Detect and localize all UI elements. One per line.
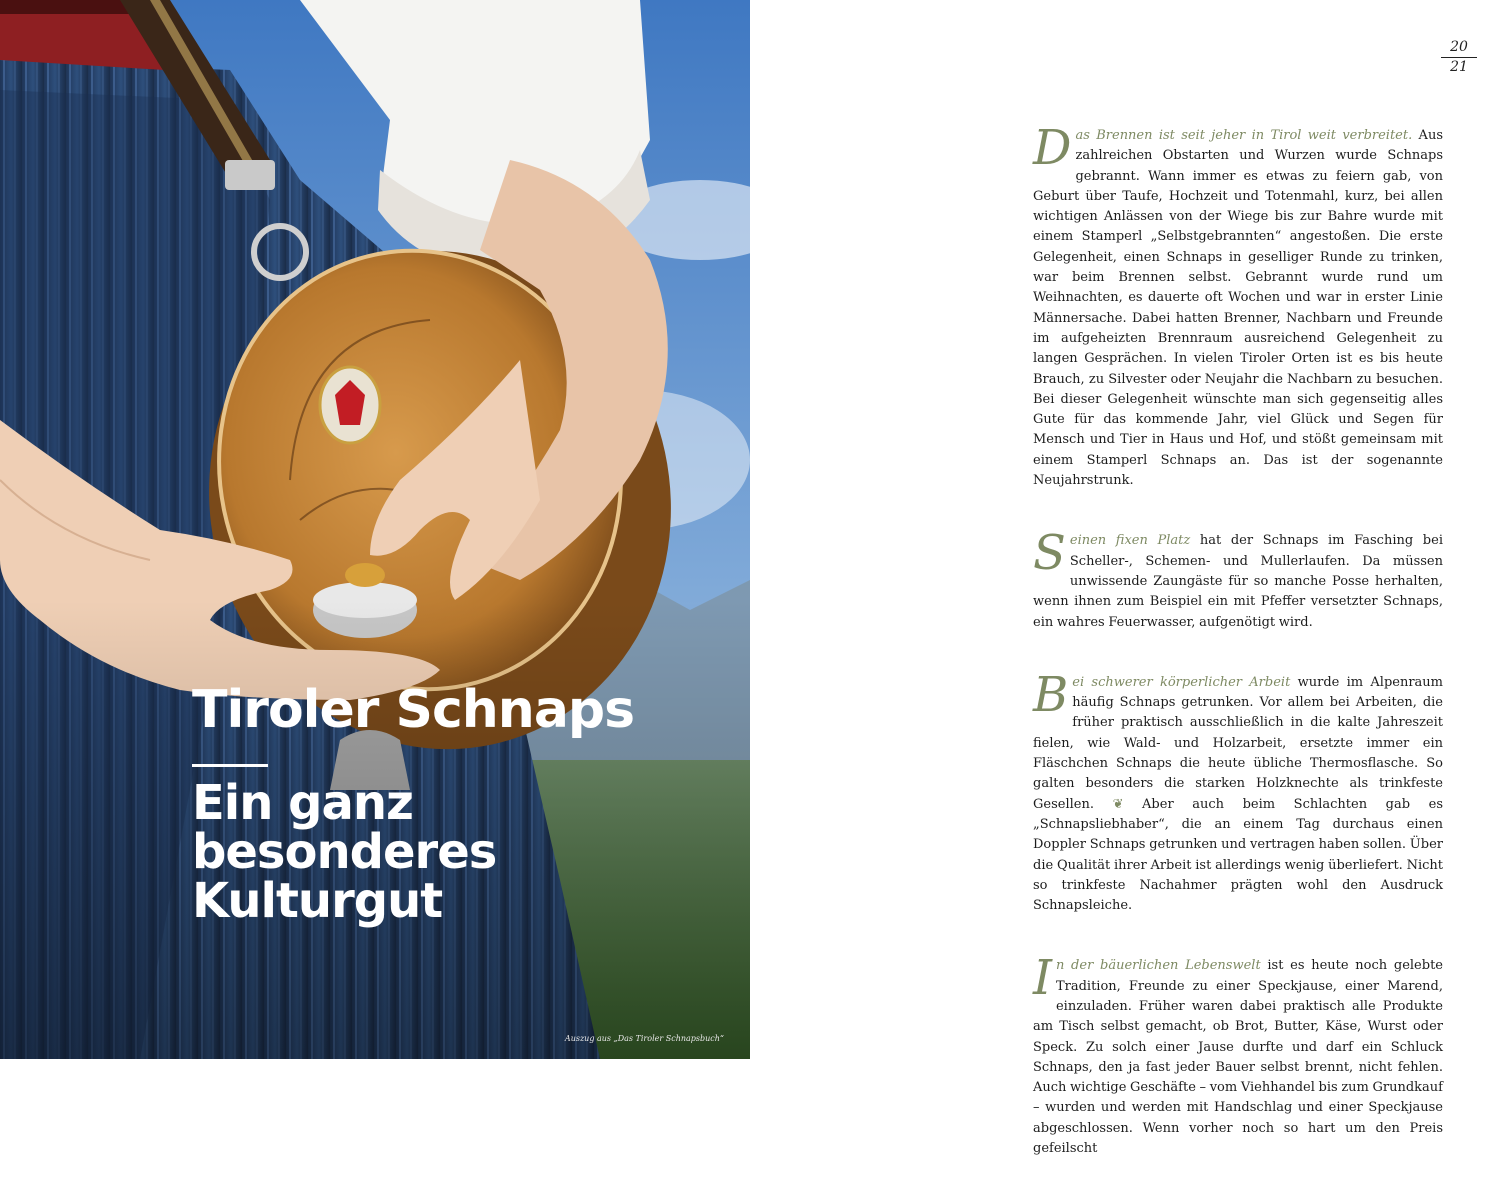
title-divider	[192, 764, 268, 767]
page-number-right: 21	[1450, 59, 1468, 75]
lead-in: ei schwerer körperlicher Arbeit	[1072, 674, 1291, 690]
paragraph-body: Aus zahlreichen Obstarten und Wurzen wurde Schnaps gebrannt. Wann immer es etwas zu feiern gab, von Geburt über Taufe, Hochzeit und Totenmahl, kurz, bei allen wichtigen Anlässen von der Wiege bis zur Bahre wurde mit einem Stamperl „Selbstgebrannten“ angestoßen. Die erste Gelegenheit, einen Schnaps in geselliger Runde zu trinken, war beim Brennen selbst. Gebrannt wurde rund um Weihnachten, es dauerte oft Wochen und war in erster Linie Männersache. Dabei hatten Brenner, Nachbarn und Freunde im aufgeheizten Brennraum ausreichend Gelegenheit zu langen Gesprächen. In vielen Tiroler Orten ist es bis heute Brauch, zu Silvester oder Neujahr die Nachbarn zu besuchen. Bei dieser Gelegenheit wünschte man sich gegenseitig alles Gute für das kommende Jahr, viel Glück und Segen für Mensch und Tier in Haus und Hof, und stößt gemeinsam mit einem Stamperl Schnaps an. Das ist der sogenannte Neujahrstrunk.	[1033, 128, 1443, 489]
paragraph	[1033, 666, 1444, 917]
page-numbers	[1441, 39, 1477, 76]
photo-page	[0, 0, 750, 1059]
photo-caption: Auszug aus „Das Tiroler Schnapsbuch“	[564, 1034, 724, 1043]
leaf-ornament-icon: ❦	[1112, 796, 1124, 812]
page-number-divider	[1441, 57, 1477, 58]
lead-in: as Brennen ist seit jeher in Tirol weit verbreitet.	[1075, 128, 1413, 143]
page-title: Tiroler Schnaps	[192, 680, 635, 740]
paragraph-body: hat der Schnaps im Fasching bei Scheller-, Schemen- und Mullerlaufen. Da müssen unwissende Zaungäste für so manche Posse herhalten, wenn ihnen zum Beispiel ein mit Pfeffer versetzter Schnaps, ein wahres Feuerwasser, aufgenötigt wird.	[1033, 533, 1443, 630]
paragraph	[1033, 950, 1443, 1159]
paragraph-body: ist es heute noch gelebte Tradition, Freunde zu einer Speckjause, einer Marend, einzuladen. Früher waren dabei praktisch alle Produkte am Tisch selbst gemacht, ob Brot, Butter, Käse, Wurst oder Speck. Zu solch einer Jause durfte und darf ein Schluck Schnaps, den ja fast jeder Bauer selbst brennt, nicht fehlen. Auch wichtige Geschäfte – vom Viehhandel bis zum Grundkauf – wurden und werden mit Handschlag und einer Speckjause abgeschlossen. Wenn vorher noch so hart um den Preis gefeilscht	[1033, 958, 1443, 1157]
text-page	[750, 0, 1500, 1157]
page-subtitle	[192, 775, 634, 929]
subtitle-line: besonderes	[192, 824, 497, 880]
subtitle-line: Kulturgut	[192, 873, 443, 929]
drop-cap: D	[1033, 120, 1072, 176]
paragraph-body-continued: Aber auch beim Schlachten gab es „Schnapsliebhaber“, die an einem Tag durchaus einen Doppler Schnaps getrunken und vertragen haben sollen. Über die Qualität ihrer Arbeit ist allerdings wenig überliefert. Nicht so trinkfeste Nachahmer prägten wohl den Ausdruck Schnapsleiche.	[1033, 796, 1444, 914]
page-number-left: 20	[1450, 39, 1468, 55]
paragraph	[1033, 120, 1443, 491]
paragraph	[1033, 525, 1443, 632]
body-column	[1033, 120, 1444, 1199]
drop-cap: S	[1033, 525, 1066, 582]
drop-cap: I	[1033, 950, 1052, 1007]
headline	[192, 670, 635, 929]
lead-in: einen fixen Platz	[1069, 533, 1191, 549]
subtitle-line: Ein ganz	[192, 775, 413, 831]
paragraph-body: wurde im Alpenraum häufig Schnaps getrunken. Vor allem bei Arbeiten, die früher praktisch ausschließlich in die kalte Jahreszeit fielen, wie Wald- und Holzarbeit, ersetzte immer ein Fläschchen Schnaps die heute übliche Thermosflasche. So galten besonders die starken Holzknechte als trinkfeste Gesellen.	[1033, 674, 1443, 812]
drop-cap: B	[1033, 666, 1069, 723]
lead-in: n der bäuerlichen Lebenswelt	[1055, 958, 1261, 974]
